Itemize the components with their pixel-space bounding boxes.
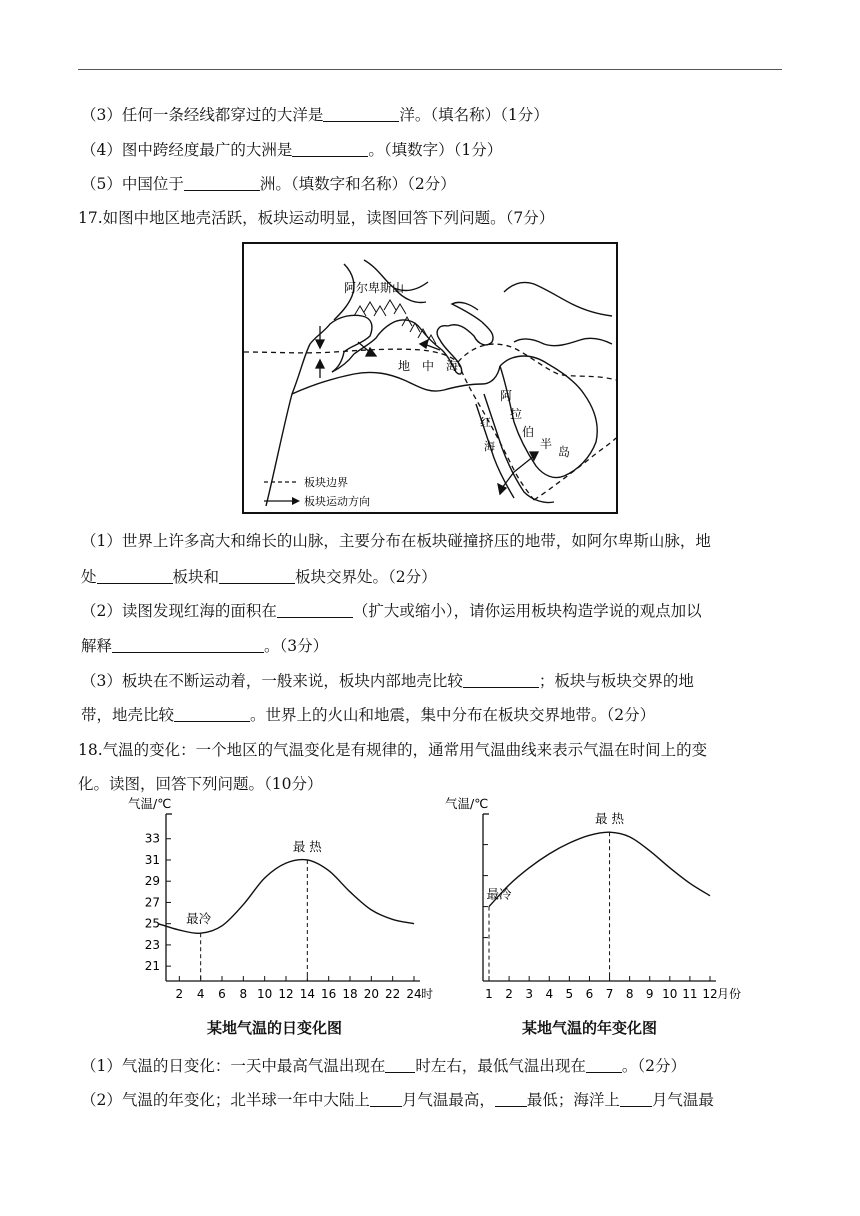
x-tick-label: 4 xyxy=(196,987,205,1001)
q17-p3a: （3）板块在不断运动着，一般来说，板块内部地壳比较 ；板块与板块交界的地 xyxy=(81,672,694,690)
q17-p1b: 处 板块和 板块交界处。（2分） xyxy=(81,568,437,586)
x-tick-label: 9 xyxy=(645,987,654,1001)
x-tick-label: 5 xyxy=(565,987,574,1001)
map-label-arabia: 岛 xyxy=(558,445,571,459)
answer-blank[interactable] xyxy=(219,568,295,584)
annotation-label: 最冷 xyxy=(186,911,212,927)
daily-chart-title: 某地气温的日变化图 xyxy=(207,1019,343,1037)
map-label-med: 地 xyxy=(398,359,411,373)
q18-p2: （2）气温的年变化；北半球一年中大陆上 月气温最高， 最低；海洋上 月气温最 xyxy=(81,1091,714,1109)
answer-blank[interactable] xyxy=(586,1057,622,1073)
q17-p1a: （1）世界上许多高大和绵长的山脉，主要分布在板块碰撞挤压的地带，如阿尔卑斯山脉，地 xyxy=(81,532,711,550)
annotation-label: 最 热 xyxy=(292,838,322,854)
y-tick-label: 23 xyxy=(144,937,160,952)
x-tick-label: 22 xyxy=(385,987,401,1001)
answer-blank[interactable] xyxy=(620,1091,652,1107)
temperature-curve xyxy=(489,832,710,906)
annotation-label: 最冷 xyxy=(486,886,512,902)
answer-blank[interactable] xyxy=(277,602,353,618)
map-label-med: 中 xyxy=(422,359,435,373)
y-tick-label: 33 xyxy=(144,831,160,846)
x-axis-unit: 月份 xyxy=(717,987,742,1001)
x-tick-label: 8 xyxy=(625,987,634,1001)
legend-direction-label: 板块运动方向 xyxy=(304,495,370,508)
map-label-med: 海 xyxy=(446,359,459,373)
legend-boundary-label: 板块边界 xyxy=(304,476,348,489)
daily-temperature-chart xyxy=(128,796,434,1012)
map-label-arabia: 伯 xyxy=(522,425,535,439)
x-tick-label: 10 xyxy=(257,987,273,1001)
x-tick-label: 14 xyxy=(299,987,315,1001)
x-tick-label: 16 xyxy=(321,987,337,1001)
x-tick-label: 12 xyxy=(702,987,718,1001)
answer-blank[interactable] xyxy=(370,1091,402,1107)
x-tick-label: 3 xyxy=(525,987,534,1001)
annual-chart-title: 某地气温的年变化图 xyxy=(522,1019,658,1037)
y-axis-label: 气温/℃ xyxy=(445,796,489,811)
map-label-alps: 阿尔卑斯山 xyxy=(344,281,405,295)
x-tick-label: 12 xyxy=(278,987,294,1001)
q17-p3b: 带，地壳比较 。世界上的火山和地震，集中分布在板块交界地带。（2分） xyxy=(81,706,656,724)
q16-part5: （5）中国位于 洲。（填数字和名称）（2分） xyxy=(81,175,456,193)
answer-blank[interactable] xyxy=(323,106,399,122)
plate-map-drawing xyxy=(244,244,616,512)
answer-blank[interactable] xyxy=(495,1091,527,1107)
y-tick-label: 31 xyxy=(144,852,160,867)
x-tick-label: 1 xyxy=(485,987,493,1001)
q18-intro-1: 18.气温的变化：一个地区的气温变化是有规律的，通常用气温曲线来表示气温在时间上的变 xyxy=(78,741,708,759)
x-tick-label: 11 xyxy=(682,987,698,1001)
answer-blank[interactable] xyxy=(463,672,539,688)
q18-p1: （1）气温的日变化：一天中最高气温出现在 时左右，最低气温出现在 。（2分） xyxy=(81,1057,687,1075)
q17-intro: 17.如图中地区地壳活跃，板块运动明显，读图回答下列问题。（7分） xyxy=(78,209,555,227)
y-tick-label: 25 xyxy=(144,916,160,931)
map-label-arabia: 拉 xyxy=(510,407,523,421)
x-tick-label: 18 xyxy=(342,987,358,1001)
x-tick-label: 2 xyxy=(505,987,513,1001)
map-label-redsea: 海 xyxy=(484,440,495,453)
x-tick-label: 20 xyxy=(363,987,379,1001)
answer-blank[interactable] xyxy=(184,175,260,191)
map-label-redsea: 红 xyxy=(480,416,491,429)
answer-blank[interactable] xyxy=(385,1057,415,1073)
answer-blank[interactable] xyxy=(292,141,368,157)
annotation-label: 最 热 xyxy=(595,811,625,827)
y-axis-label: 气温/℃ xyxy=(128,796,172,811)
plate-map xyxy=(242,242,618,514)
q16-part4: （4）图中跨经度最广的大洲是 。（填数字）（1分） xyxy=(81,141,503,159)
legend-arrow-head xyxy=(292,497,300,505)
x-tick-label: 6 xyxy=(218,987,226,1001)
x-tick-label: 2 xyxy=(175,987,184,1001)
x-tick-label: 24 xyxy=(406,987,422,1001)
map-label-arabia: 半 xyxy=(540,437,553,451)
x-tick-label: 8 xyxy=(239,987,248,1001)
q17-p2a: （2）读图发现红海的面积在 （扩大或缩小），请你运用板块构造学说的观点加以 xyxy=(81,602,702,620)
q17-p2b: 解释 。（3分） xyxy=(81,637,329,655)
annual-temperature-chart xyxy=(445,796,750,1012)
answer-blank[interactable] xyxy=(112,637,264,653)
header-rule xyxy=(78,69,782,70)
x-axis-unit: 时 xyxy=(421,987,434,1001)
q18-intro-2: 化。读图，回答下列问题。（10分） xyxy=(78,775,323,793)
map-label-arabia: 阿 xyxy=(500,389,513,403)
x-tick-label: 7 xyxy=(605,987,614,1001)
q16-part3: （3）任何一条经线都穿过的大洋是 洋。（填名称）（1分） xyxy=(81,106,549,124)
y-tick-label: 29 xyxy=(144,874,160,889)
y-tick-label: 21 xyxy=(144,959,160,974)
x-tick-label: 6 xyxy=(585,987,594,1001)
y-tick-label: 27 xyxy=(144,895,160,910)
x-tick-label: 10 xyxy=(662,987,678,1001)
answer-blank[interactable] xyxy=(97,568,173,584)
answer-blank[interactable] xyxy=(174,706,250,722)
x-tick-label: 4 xyxy=(545,987,554,1001)
